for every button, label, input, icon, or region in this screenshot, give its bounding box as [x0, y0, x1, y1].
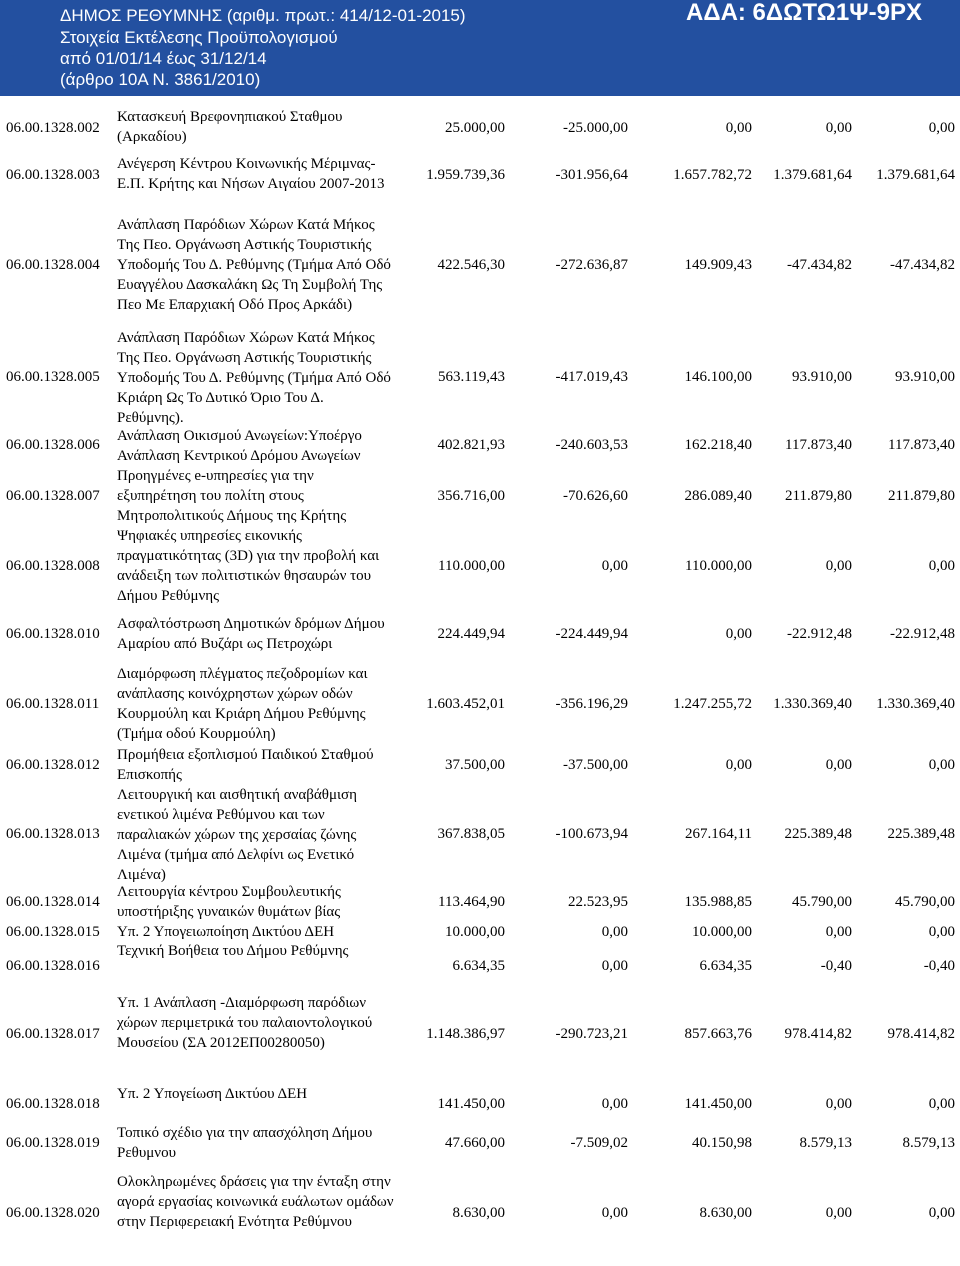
amount-col-3: 149.909,43	[684, 257, 752, 273]
amount-col-4: 117.873,40	[785, 437, 852, 453]
amount-col-3: 857.663,76	[684, 1026, 752, 1042]
table-row	[0, 426, 960, 466]
report-title: Στοιχεία Εκτέλεσης Προϋπολογισμού	[60, 28, 338, 47]
amount-col-5: 117.873,40	[888, 437, 955, 453]
description-line: Υποδομής Του Δ. Ρεθύμνης (Τμήμα Από Οδό	[117, 257, 391, 273]
description-line: Τοπικό σχέδιο για την απασχόληση Δήμου	[117, 1125, 373, 1141]
description-line: (Αρκαδίου)	[117, 129, 187, 145]
account-code: 06.00.1328.017	[6, 1026, 100, 1042]
amount-col-2: -417.019,43	[555, 369, 628, 385]
description-line: Της Πεο. Οργάνωση Αστικής Τουριστικής	[117, 237, 372, 253]
amount-col-1: 367.838,05	[437, 826, 505, 842]
table-row	[0, 328, 960, 428]
description-line: Υπ. 2 Υπογειωποίηση Δικτύου ΔΕΗ	[117, 924, 335, 940]
amount-col-2: -224.449,94	[555, 626, 628, 642]
amount-col-3: 6.634,35	[699, 958, 752, 974]
account-code: 06.00.1328.020	[6, 1205, 100, 1221]
amount-col-5: 1.330.369,40	[876, 696, 955, 712]
amount-col-4: 978.414,82	[784, 1026, 852, 1042]
amount-col-4: 93.910,00	[792, 369, 852, 385]
amount-col-1: 25.000,00	[445, 120, 505, 136]
description-line: Υπ. 1 Ανάπλαση -Διαμόρφωση παρόδιων	[117, 995, 367, 1011]
amount-col-3: 10.000,00	[692, 924, 752, 940]
amount-col-4: 0,00	[825, 924, 852, 940]
description-line: αγορά εργασίας κοινωνικά ευάλωτων ομάδων	[117, 1194, 394, 1210]
description-line: Κατασκευή Βρεφονηπιακού Σταθμου	[117, 109, 343, 125]
amount-col-4: -47.434,82	[787, 257, 852, 273]
amount-col-3: 146.100,00	[684, 369, 752, 385]
description-line: Δήμου Ρεθύμνης	[117, 588, 220, 604]
description-line: Τεχνική Βοήθεια του Δήμου Ρεθύμνης	[117, 943, 349, 959]
table-row	[0, 466, 960, 526]
amount-col-2: -100.673,94	[555, 826, 628, 842]
description	[117, 328, 391, 428]
account-code: 06.00.1328.013	[6, 826, 100, 842]
amount-col-4: 0,00	[825, 1205, 852, 1221]
description-line: Λειτουργία κέντρου Συμβουλευτικής	[117, 884, 341, 900]
account-code: 06.00.1328.002	[6, 120, 100, 136]
amount-col-3: 162.218,40	[684, 437, 752, 453]
description-line: Ρεθυμνου	[117, 1145, 177, 1161]
description	[117, 664, 368, 744]
amount-col-4: 0,00	[825, 558, 852, 574]
table-row	[0, 154, 960, 194]
amount-col-5: 8.579,13	[902, 1135, 955, 1151]
description-line: Προηγμένες e-υπηρεσίες για την	[117, 468, 314, 484]
description-line: Λιμένα)	[117, 867, 166, 883]
account-code: 06.00.1328.004	[6, 257, 100, 273]
description-line: Ανάπλαση Παρόδιων Χώρων Κατά Μήκος	[117, 217, 375, 233]
description-line: Της Πεο. Οργάνωση Αστικής Τουριστικής	[117, 350, 372, 366]
description-line: Υποδομής Του Δ. Ρεθύμνης (Τμήμα Από Οδό	[117, 370, 391, 386]
description-line: Πεο Με Επαρχιακή Οδό Προς Αρκάδι)	[117, 297, 353, 313]
description-line: Μητροπολιτικούς Δήμους της Κρήτης	[117, 508, 347, 524]
description-line: Ε.Π. Κρήτης και Νήσων Αιγαίου 2007-2013	[117, 176, 385, 192]
description-line: Κουρμούλη και Κριάρη Δήμου Ρεθύμνης	[117, 706, 366, 722]
table-row	[0, 785, 960, 885]
table-row	[0, 882, 960, 922]
amount-col-5: 0,00	[928, 1096, 955, 1112]
description	[117, 785, 357, 885]
description-line: Ευαγγέλου Δασκαλάκη Ως Τη Συμβολή Της	[117, 277, 383, 293]
amount-col-5: 45.790,00	[895, 894, 955, 910]
description-line: Λιμένα (τμήμα από Δελφίνι ως Ενετικό	[117, 847, 355, 863]
description-line: Ρεθύμνης).	[117, 410, 184, 426]
amount-col-2: -240.603,53	[555, 437, 628, 453]
amount-col-5: 211.879,80	[888, 488, 955, 504]
amount-col-4: 45.790,00	[792, 894, 852, 910]
amount-col-1: 113.464,90	[438, 894, 505, 910]
amount-col-5: -22.912,48	[890, 626, 955, 642]
description-line: στην Περιφερειακή Ενότητα Ρεθύμνου	[117, 1214, 352, 1230]
amount-col-1: 141.450,00	[437, 1096, 505, 1112]
amount-col-2: -7.509,02	[570, 1135, 628, 1151]
amount-col-1: 1.148.386,97	[426, 1026, 505, 1042]
amount-col-2: -290.723,21	[555, 1026, 628, 1042]
amount-col-4: 0,00	[825, 757, 852, 773]
amount-col-4: 0,00	[825, 1096, 852, 1112]
amount-col-3: 0,00	[725, 120, 752, 136]
amount-col-1: 1.959.739,36	[426, 167, 505, 183]
amount-col-1: 356.716,00	[437, 488, 505, 504]
description-line: ανάδειξη των πολιτιστικών θησαυρών του	[117, 568, 372, 584]
amount-col-5: 0,00	[928, 757, 955, 773]
description	[117, 882, 341, 922]
description-line: Προμήθεια εξοπλισμού Παιδικού Σταθμού	[117, 747, 374, 763]
description	[117, 1123, 372, 1163]
table-row	[0, 993, 960, 1053]
description-line: Λειτουργική και αισθητική αναβάθμιση	[117, 787, 357, 803]
amount-col-4: 225.389,48	[784, 826, 852, 842]
amount-col-1: 47.660,00	[445, 1135, 505, 1151]
amount-col-5: 225.389,48	[887, 826, 955, 842]
amount-col-4: 211.879,80	[785, 488, 852, 504]
description	[117, 107, 342, 147]
amount-col-1: 110.000,00	[438, 558, 505, 574]
description	[117, 993, 372, 1053]
description-line: Κριάρη Ως Το Δυτικό Όριο Του Δ.	[117, 390, 324, 406]
table-row	[0, 745, 960, 785]
description-line: εξυπηρέτηση του πολίτη στους	[117, 488, 304, 504]
description-line: Ασφαλτόστρωση Δημοτικών δρόμων Δήμου	[117, 616, 385, 632]
amount-col-1: 563.119,43	[438, 369, 505, 385]
account-code: 06.00.1328.003	[6, 167, 100, 183]
amount-col-1: 1.603.452,01	[426, 696, 505, 712]
amount-col-1: 8.630,00	[452, 1205, 505, 1221]
description-line: (Τμήμα οδού Κουρμούλη)	[117, 726, 276, 742]
amount-col-5: 0,00	[928, 120, 955, 136]
amount-col-2: -70.626,60	[563, 488, 628, 504]
table-row	[0, 215, 960, 315]
description-line: Αμαρίου από Βυζάρι ως Πετροχώρι	[117, 636, 333, 652]
amount-col-5: 0,00	[928, 1205, 955, 1221]
account-code: 06.00.1328.010	[6, 626, 100, 642]
amount-col-3: 0,00	[725, 757, 752, 773]
description-line: Διαμόρφωση πλέγματος πεζοδρομίων και	[117, 666, 368, 682]
description	[117, 745, 374, 785]
amount-col-2: -37.500,00	[563, 757, 628, 773]
description	[117, 466, 346, 526]
amount-col-3: 8.630,00	[699, 1205, 752, 1221]
amount-col-2: 0,00	[601, 1096, 628, 1112]
amount-col-5: 978.414,82	[887, 1026, 955, 1042]
amount-col-2: 0,00	[601, 958, 628, 974]
amount-col-2: 0,00	[601, 924, 628, 940]
amount-col-2: 0,00	[601, 1205, 628, 1221]
description-line: Υπ. 2 Υπογείωση Δικτύου ΔΕΗ	[117, 1086, 308, 1102]
description-line: ενετικού λιμένα Ρεθύμνου και των	[117, 807, 325, 823]
amount-col-2: -272.636,87	[555, 257, 628, 273]
description-line: πραγματικότητας (3D) για την προβολή και	[117, 548, 380, 564]
description	[117, 526, 379, 606]
account-code: 06.00.1328.014	[6, 894, 100, 910]
amount-col-3: 286.089,40	[684, 488, 752, 504]
amount-col-3: 267.164,11	[685, 826, 752, 842]
amount-col-4: 0,00	[825, 120, 852, 136]
table-row	[0, 941, 960, 976]
description-line: Ανάπλαση Παρόδιων Χώρων Κατά Μήκος	[117, 330, 375, 346]
amount-col-3: 1.657.782,72	[673, 167, 752, 183]
account-code: 06.00.1328.005	[6, 369, 100, 385]
account-code: 06.00.1328.012	[6, 757, 100, 773]
table-row	[0, 526, 960, 606]
amount-col-3: 110.000,00	[685, 558, 752, 574]
description-line: Επισκοπής	[117, 767, 182, 783]
amount-col-3: 141.450,00	[684, 1096, 752, 1112]
description	[117, 154, 384, 194]
description-line: Ολοκληρωμένες δράσεις για την ένταξη στην	[117, 1174, 391, 1190]
account-code: 06.00.1328.008	[6, 558, 100, 574]
amount-col-2: 0,00	[601, 558, 628, 574]
description	[117, 1172, 394, 1232]
amount-col-5: -47.434,82	[890, 257, 955, 273]
amount-col-2: -301.956,64	[555, 167, 628, 183]
description	[117, 215, 391, 315]
description-line: Ανέγερση Κέντρου Κοινωνικής Μέριμνας-	[117, 156, 376, 172]
description-line: υποστήριξης γυναικών θυμάτων βίας	[117, 904, 341, 920]
amount-col-4: 8.579,13	[799, 1135, 852, 1151]
description-line: Μουσείου (ΣΑ 2012ΕΠ00280050)	[117, 1035, 325, 1051]
description-line: Ανάπλαση Οικισμού Ανωγείων:Υποέργο	[117, 428, 362, 444]
amount-col-5: -0,40	[923, 958, 955, 974]
amount-col-1: 402.821,93	[437, 437, 505, 453]
ada-stamp: ΑΔΑ: 6ΔΩΤΩ1Ψ-9ΡΧ	[685, 0, 922, 26]
table-row	[0, 1123, 960, 1163]
account-code: 06.00.1328.006	[6, 437, 100, 453]
amount-col-1: 224.449,94	[437, 626, 505, 642]
description	[117, 941, 348, 961]
description	[117, 922, 334, 942]
description	[117, 614, 385, 654]
table-row	[0, 1172, 960, 1232]
amount-col-5: 93.910,00	[895, 369, 955, 385]
amount-col-4: 1.330.369,40	[773, 696, 852, 712]
amount-col-3: 0,00	[725, 626, 752, 642]
account-code: 06.00.1328.019	[6, 1135, 100, 1151]
description-line: ανάπλασης κοινόχρηστων χώρων οδών	[117, 686, 353, 702]
account-code: 06.00.1328.016	[6, 958, 100, 974]
table-row	[0, 664, 960, 744]
amount-col-5: 1.379.681,64	[876, 167, 955, 183]
legal-basis: (άρθρο 10Α Ν. 3861/2010)	[60, 70, 261, 89]
report-period: από 01/01/14 έως 31/12/14	[60, 49, 267, 68]
amount-col-5: 0,00	[928, 924, 955, 940]
amount-col-4: -22.912,48	[787, 626, 852, 642]
description-line: Ανάπλαση Κεντρικού Δρόμου Ανωγείων	[117, 448, 361, 464]
description-line: παραλιακών χώρων της χερσαίας ζώνης	[117, 827, 357, 843]
description	[117, 1084, 307, 1104]
organization-title: ΔΗΜΟΣ ΡΕΘΥΜΝΗΣ (αριθμ. πρωτ.: 414/12-01-2015)	[60, 6, 466, 25]
amount-col-1: 422.546,30	[437, 257, 505, 273]
table-row	[0, 107, 960, 147]
account-code: 06.00.1328.018	[6, 1096, 100, 1112]
amount-col-1: 6.634,35	[452, 958, 505, 974]
account-code: 06.00.1328.007	[6, 488, 100, 504]
account-code: 06.00.1328.015	[6, 924, 100, 940]
amount-col-1: 10.000,00	[445, 924, 505, 940]
amount-col-3: 135.988,85	[684, 894, 752, 910]
amount-col-2: -25.000,00	[563, 120, 628, 136]
description	[117, 426, 362, 466]
table-row	[0, 1084, 960, 1114]
amount-col-5: 0,00	[928, 558, 955, 574]
amount-col-4: -0,40	[820, 958, 852, 974]
amount-col-3: 40.150,98	[692, 1135, 752, 1151]
amount-col-2: -356.196,29	[555, 696, 628, 712]
amount-col-2: 22.523,95	[568, 894, 628, 910]
amount-col-3: 1.247.255,72	[673, 696, 752, 712]
description-line: χώρων περιμετρικά του παλαιοντολογικού	[117, 1015, 373, 1031]
description-line: Ψηφιακές υπηρεσίες εικονικής	[117, 528, 302, 544]
amount-col-1: 37.500,00	[445, 757, 505, 773]
account-code: 06.00.1328.011	[6, 696, 100, 712]
table-row	[0, 922, 960, 942]
amount-col-4: 1.379.681,64	[773, 167, 852, 183]
table-row	[0, 614, 960, 654]
